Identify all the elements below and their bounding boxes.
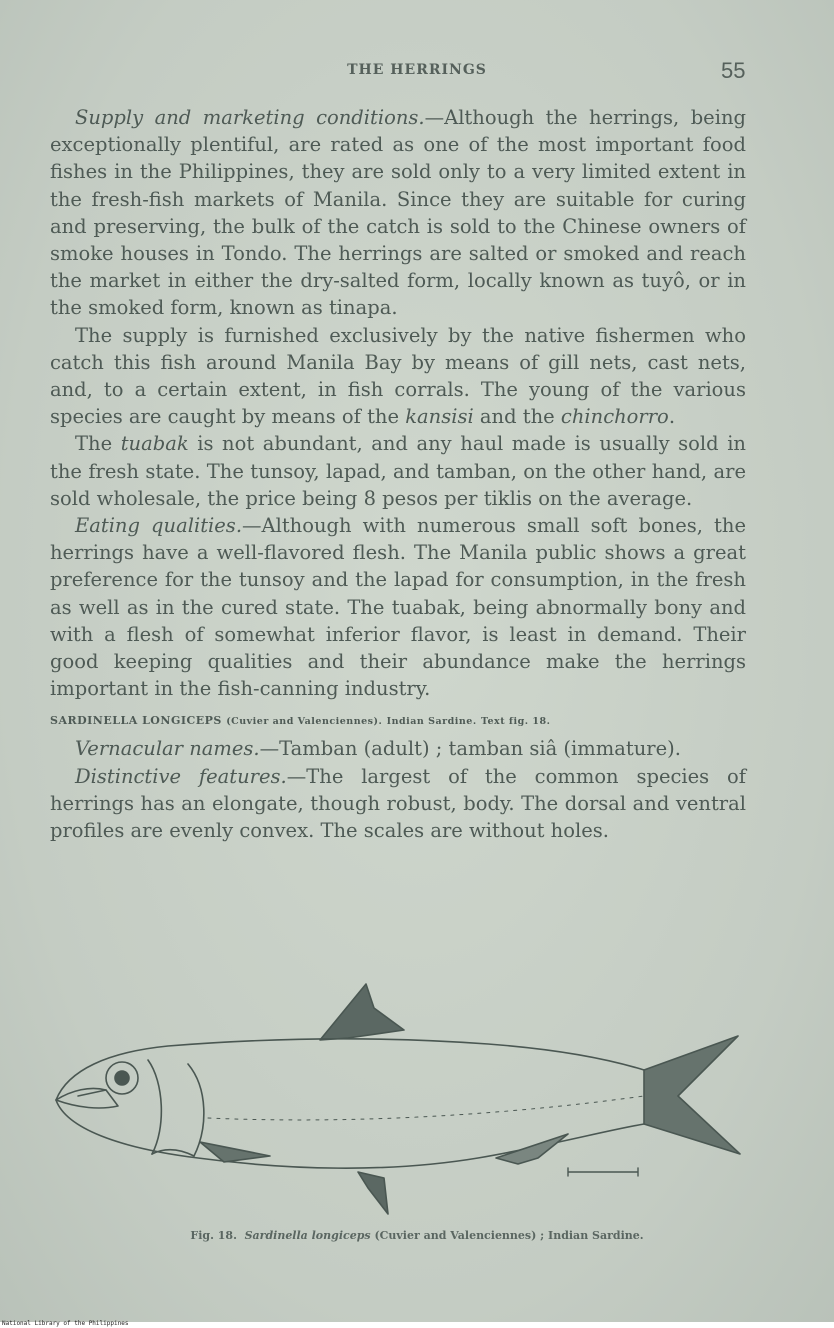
fish-illustration bbox=[48, 978, 748, 1223]
paragraph-body: The bbox=[75, 432, 121, 456]
anal-fin bbox=[496, 1134, 568, 1164]
paragraph-fishermen bbox=[50, 322, 746, 431]
paragraph-body: —Tamban (adult) ; tamban siâ (immature). bbox=[259, 737, 681, 761]
body-outline bbox=[56, 1039, 644, 1100]
gear-term: chinchorro bbox=[560, 405, 669, 429]
paragraph-body: —Although the herrings, being exceptionally plentiful, are rated as one of the most important food fishes in the Philippines, they are sold only to a very limited extent in the fresh-fish markets of Manila. Since they are suitable for curing and preserving, the bulk of the catch is sold to the Chinese owners of smoke houses in Tondo. The herrings are salted or smoked and reach the market in either the dry-salted form, locally known as tuyô, or in the smoked form, known as tinapa. bbox=[50, 106, 746, 320]
paragraph-tuabak bbox=[50, 430, 746, 512]
species-authority: (Cuvier and Valenciennes). bbox=[226, 716, 383, 728]
species-common-name: Indian Sardine. bbox=[386, 716, 477, 728]
species-term: tuabak bbox=[120, 432, 189, 456]
scale-bar bbox=[568, 1168, 638, 1176]
paragraph-body: and the bbox=[473, 405, 561, 429]
paragraph-body: —The largest of the common species of herrings has an elongate, though robust, body. The dorsal and ventral profiles are evenly convex. The scales are without holes. bbox=[50, 764, 746, 843]
sardine-drawing bbox=[48, 978, 748, 1223]
caption-rest: (Cuvier and Valenciennes) ; Indian Sardine. bbox=[374, 1229, 644, 1242]
paragraph-supply bbox=[50, 104, 746, 322]
running-head: THE HERRINGS bbox=[347, 62, 487, 78]
paragraph-body: . bbox=[668, 405, 676, 429]
page-number: 55 bbox=[721, 58, 746, 83]
caudal-fin bbox=[644, 1036, 740, 1154]
caption-label: Fig. 18. bbox=[190, 1229, 237, 1242]
gill-cover bbox=[148, 1060, 161, 1154]
species-name: SARDINELLA LONGICEPS bbox=[50, 714, 222, 728]
ventral-fin bbox=[358, 1172, 388, 1214]
dorsal-fin bbox=[320, 984, 404, 1040]
species-figure-ref: Text fig. 18. bbox=[481, 716, 551, 728]
paragraph-distinctive bbox=[50, 763, 746, 845]
paragraph-eating bbox=[50, 512, 746, 702]
paragraph-body: —Although with numerous small soft bones, the herrings have a well-flavored flesh. The Manila public shows a great preference for the tunsoy and the lapad for consumption, in the fresh as well as in the cured state. The tuabak, being abnormally bony and with a flesh of somewhat inferior flavor, is least in demand. Their good keeping qualities and their abundance make the herrings important in the fish-canning industry. bbox=[50, 514, 746, 701]
paragraph-lead: Vernacular names. bbox=[75, 737, 260, 761]
figure-caption bbox=[0, 1229, 834, 1242]
paragraph-lead: Eating qualities. bbox=[75, 514, 243, 538]
paragraph-body: The supply is furnished exclusively by the native fishermen who catch this fish around Manila Bay by means of gill nets, cast nets, and, to a certain extent, in fish corrals. The young of the various species are caught by means of the bbox=[50, 323, 746, 429]
body-text bbox=[50, 104, 746, 844]
paragraph-lead: Distinctive features. bbox=[75, 764, 287, 788]
paragraph-lead: Supply and marketing conditions. bbox=[75, 106, 425, 129]
footer-credit: National Library of the Philippines bbox=[2, 1320, 129, 1327]
paragraph-vernacular bbox=[50, 735, 746, 762]
paragraph-body: is not abundant, and any haul made is usually sold in the fresh state. The tunsoy, lapad, and tamban, on the other hand, are sold wholesale, the price being 8 pesos per tiklis on the average. bbox=[50, 432, 746, 510]
species-heading bbox=[50, 710, 746, 733]
gear-term: kansisi bbox=[405, 405, 474, 429]
caption-species: Sardinella longiceps bbox=[244, 1229, 371, 1242]
